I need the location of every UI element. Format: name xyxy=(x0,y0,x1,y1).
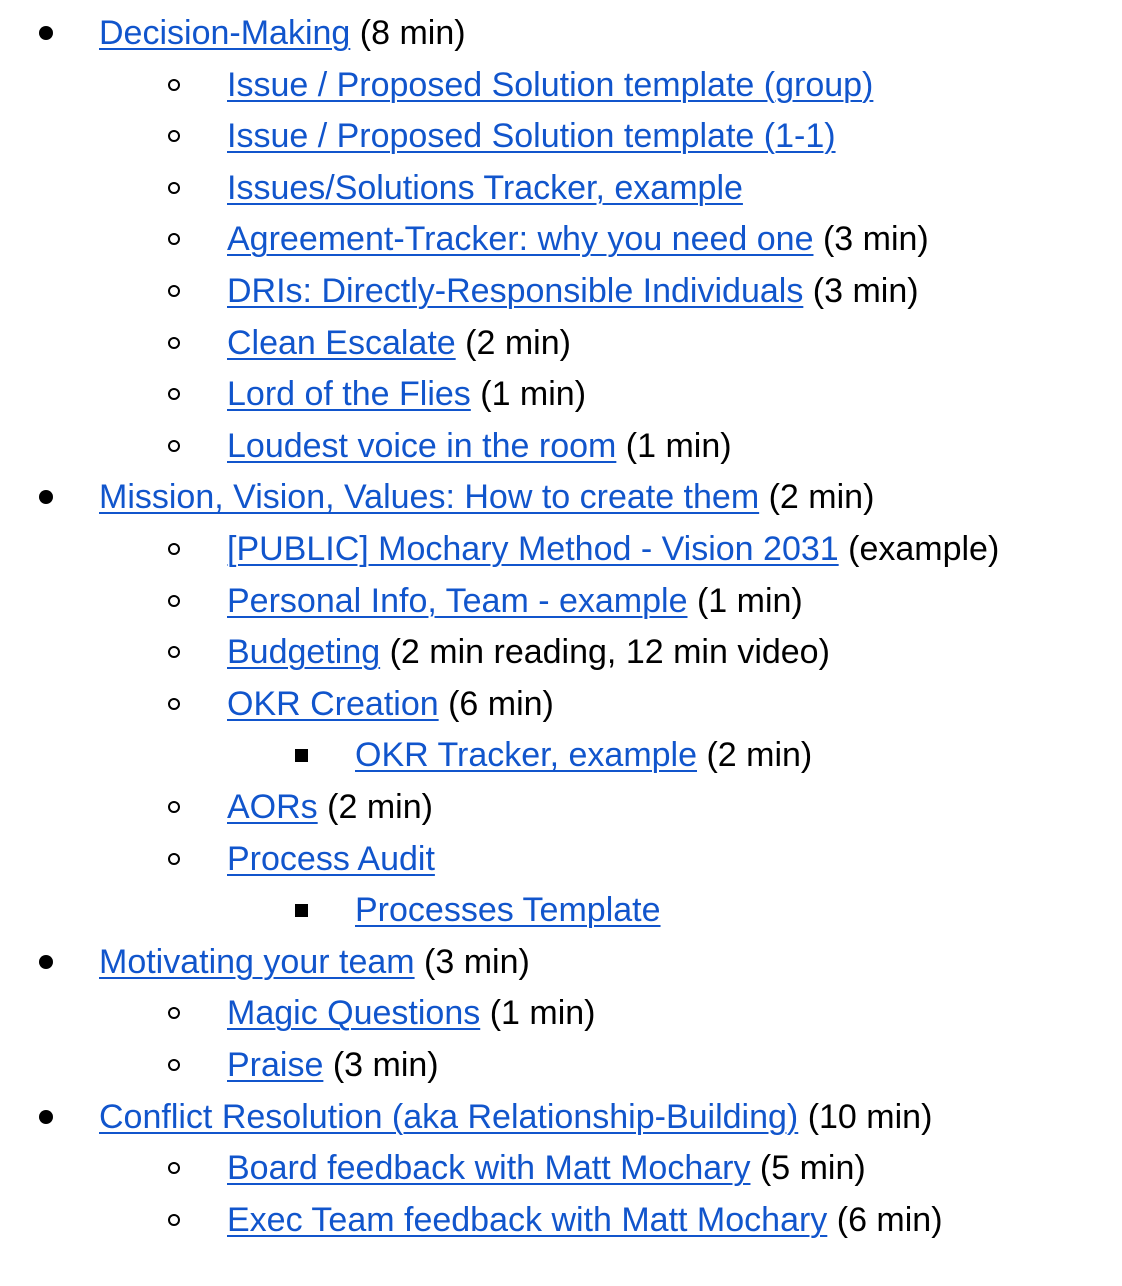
list-item-link[interactable]: Motivating your team xyxy=(99,942,415,981)
circle-bullet-icon xyxy=(159,110,189,162)
list-item-note: (1 min) xyxy=(480,375,587,414)
circle-bullet-icon xyxy=(159,1142,189,1194)
list-item-link[interactable]: Exec Team feedback with Matt Mochary xyxy=(227,1200,828,1239)
list-item-link[interactable]: Process Audit xyxy=(227,839,435,878)
list-item-link[interactable]: Personal Info, Team - example xyxy=(227,581,688,620)
list-item-note: (3 min) xyxy=(822,220,929,259)
circle-bullet-icon xyxy=(159,420,189,472)
list-item-link[interactable]: Issues/Solutions Tracker, example xyxy=(227,168,743,207)
list-item-note: (6 min) xyxy=(448,684,554,723)
circle-bullet-icon xyxy=(159,265,189,317)
list-item-note: (2 min) xyxy=(768,478,875,517)
list-item-link[interactable]: OKR Creation xyxy=(227,684,439,723)
list-item-link[interactable]: Board feedback with Matt Mochary xyxy=(227,1149,751,1188)
list-item-note: (2 min) xyxy=(706,736,813,775)
list-item-note: (1 min) xyxy=(489,994,596,1033)
list-item-link[interactable]: Loudest voice in the room xyxy=(227,426,617,465)
circle-bullet-icon xyxy=(159,781,189,833)
circle-bullet-icon xyxy=(159,1194,189,1246)
disc-bullet-icon xyxy=(31,7,61,59)
list-item-link[interactable]: Mission, Vision, Values: How to create them xyxy=(99,478,760,517)
list-item-link[interactable]: AORs xyxy=(227,788,318,826)
list-item-link[interactable]: Decision-Making xyxy=(99,14,351,52)
circle-bullet-icon xyxy=(159,213,189,265)
circle-bullet-icon xyxy=(159,833,189,885)
circle-bullet-icon xyxy=(159,368,189,420)
list-item-note: (1 min) xyxy=(696,581,803,620)
list-item-link[interactable]: Issue / Proposed Solution template (group) xyxy=(227,65,874,104)
disc-bullet-icon xyxy=(31,936,61,988)
list-item-note: (8 min) xyxy=(359,14,466,52)
list-item-note: (3 min) xyxy=(332,1046,439,1084)
list-item-link[interactable]: Budgeting xyxy=(227,633,381,672)
circle-bullet-icon xyxy=(159,678,189,730)
list-item-link[interactable]: Conflict Resolution (aka Relationship-Building) xyxy=(99,1097,799,1136)
circle-bullet-icon xyxy=(159,162,189,214)
list-item-note: (example) xyxy=(848,530,1000,568)
circle-bullet-icon xyxy=(159,987,189,1039)
circle-bullet-icon xyxy=(159,59,189,111)
circle-bullet-icon xyxy=(159,626,189,678)
circle-bullet-icon xyxy=(159,575,189,627)
cut-off-link[interactable] xyxy=(227,0,1122,6)
list-item-note: (3 min) xyxy=(812,272,919,310)
list-item-link[interactable]: Issue / Proposed Solution template (1-1) xyxy=(227,117,836,156)
list-item-link[interactable]: Lord of the Flies xyxy=(227,375,471,414)
list-item-link[interactable]: OKR Tracker, example xyxy=(355,736,698,775)
square-bullet-icon xyxy=(286,729,316,781)
circle-bullet-icon xyxy=(159,1039,189,1091)
list-item-link[interactable]: [PUBLIC] Mochary Method - Vision 2031 xyxy=(227,530,839,568)
list-item-link[interactable]: Agreement-Tracker: why you need one xyxy=(227,220,814,259)
list-item-link[interactable]: Magic Questions xyxy=(227,994,481,1033)
list-item-note: (10 min) xyxy=(807,1097,933,1136)
list-item-note: (3 min) xyxy=(424,942,530,981)
list-item-note: (2 min reading, 12 min video) xyxy=(389,633,830,672)
list-item-note: (1 min) xyxy=(625,426,732,465)
list-item-link[interactable]: DRIs: Directly-Responsible Individuals xyxy=(227,272,804,310)
list-item-note: (6 min) xyxy=(836,1200,943,1239)
circle-bullet-icon xyxy=(159,523,189,575)
circle-bullet-icon xyxy=(159,317,189,369)
list-item-link[interactable]: Processes Template xyxy=(355,891,661,930)
disc-bullet-icon xyxy=(31,471,61,523)
list-item-link[interactable]: Clean Escalate xyxy=(227,323,456,362)
list-item-note: (5 min) xyxy=(759,1149,866,1188)
disc-bullet-icon xyxy=(31,1091,61,1143)
list-item-link[interactable]: Praise xyxy=(227,1046,324,1084)
list-item-note: (2 min) xyxy=(327,788,433,826)
list-item-note: (2 min) xyxy=(465,323,571,362)
square-bullet-icon xyxy=(286,884,316,936)
